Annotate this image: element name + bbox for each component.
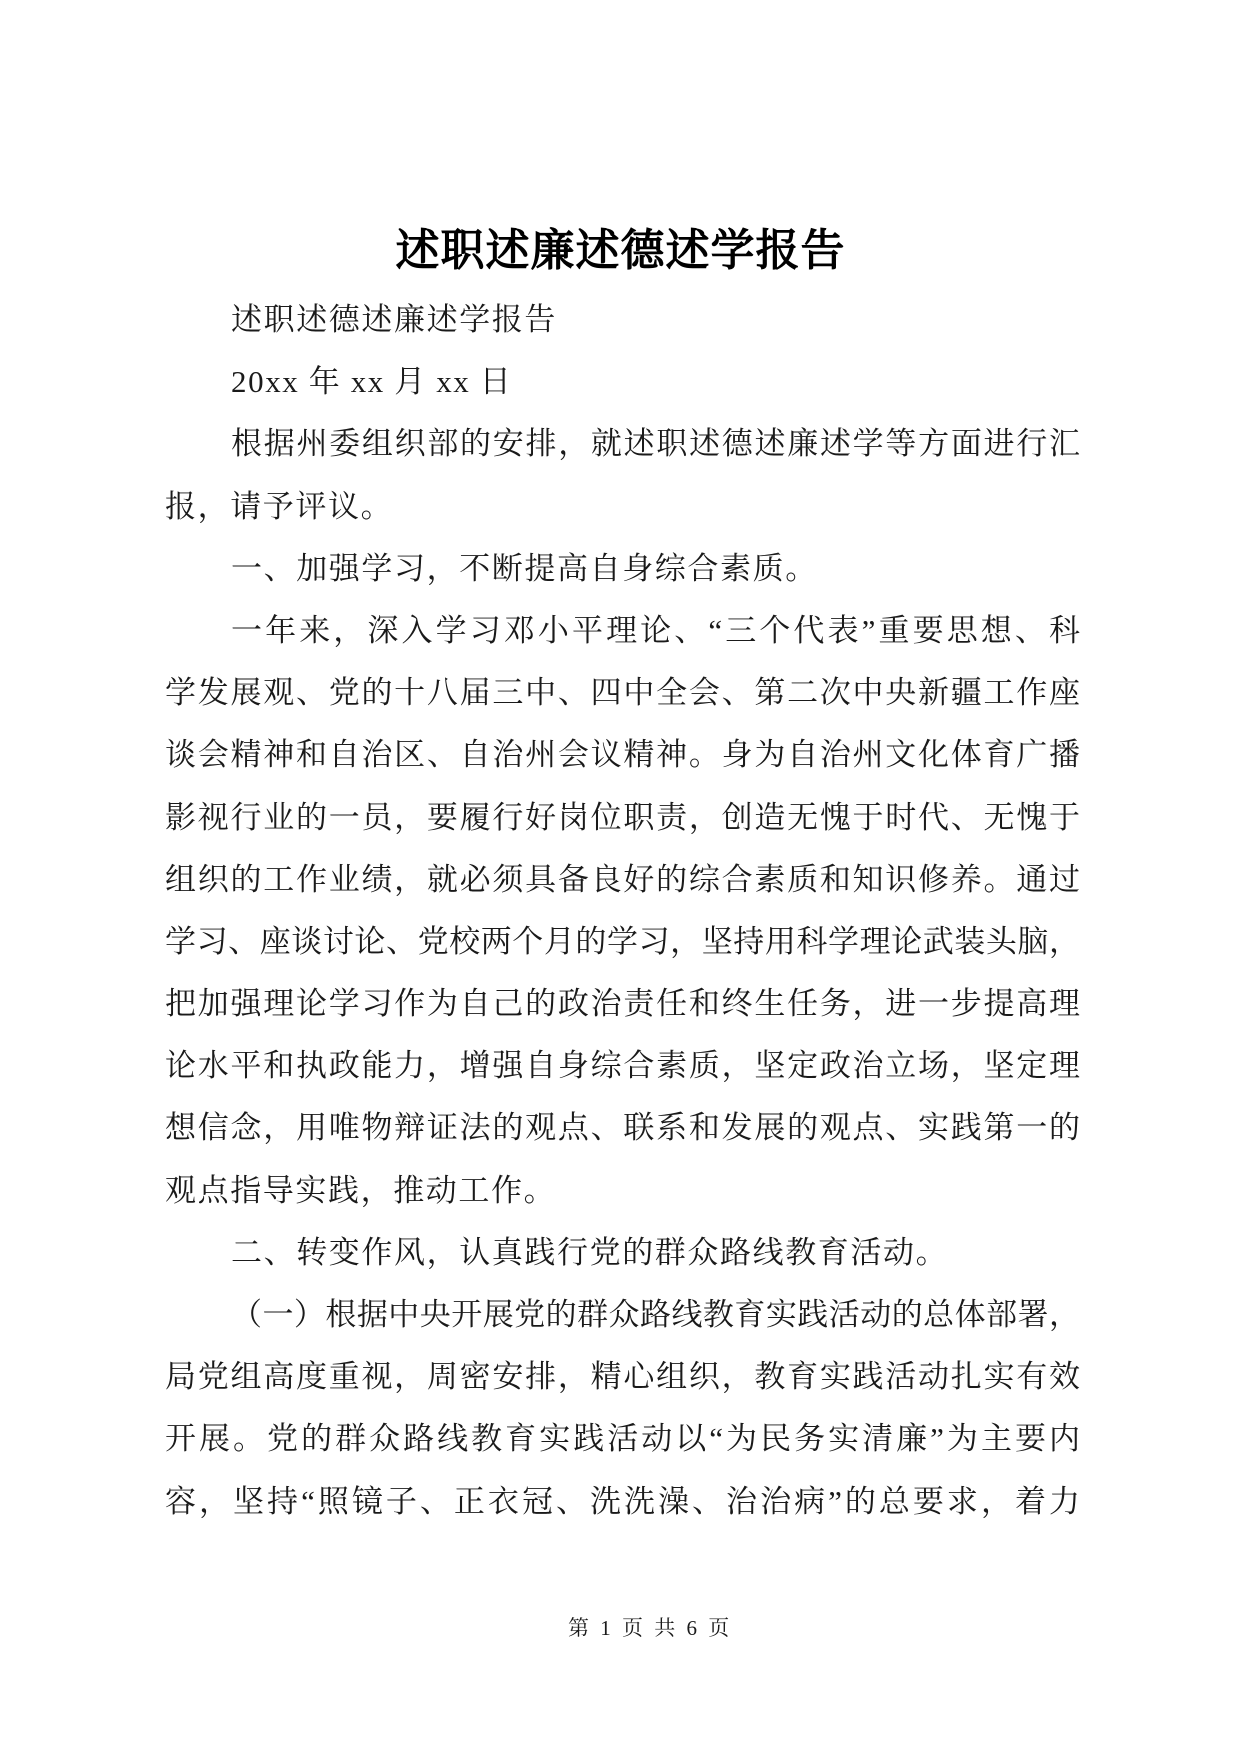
- paragraph-line: 开展。党的群众路线教育实践活动以“为民务实清廉”为主要内: [165, 1421, 1080, 1457]
- paragraph-line: 学发展观、党的十八届三中、四中全会、第二次中央新疆工作座: [165, 675, 1080, 711]
- date-paragraph: [165, 351, 1080, 413]
- paragraph-line: 报，请予评议。: [165, 488, 394, 524]
- intro-paragraph: [165, 413, 1080, 537]
- section-heading-1: [165, 538, 1080, 600]
- page-number-footer: 第 1 页 共 6 页: [568, 1616, 731, 1640]
- paragraph-line: 局党组高度重视，周密安排，精心组织，教育实践活动扎实有效: [165, 1359, 1080, 1395]
- document-title: 述职述廉述德述学报告: [395, 226, 846, 275]
- paragraph-line: 一年来，深入学习邓小平理论、“三个代表”重要思想、科: [231, 612, 1080, 648]
- section-heading-2: [165, 1222, 1080, 1284]
- paragraph-line: 组织的工作业绩，就必须具备良好的综合素质和知识修养。通过: [165, 861, 1080, 897]
- paragraph-line: 把加强理论学习作为自己的政治责任和终生任务，进一步提高理: [165, 986, 1080, 1022]
- paragraph-line: 影视行业的一员，要履行好岗位职责，创造无愧于时代、无愧于: [165, 799, 1080, 835]
- paragraph-line: 20xx 年 xx 月 xx 日: [231, 364, 513, 400]
- paragraph-line: 论水平和执政能力，增强自身综合素质，坚定政治立场，坚定理: [165, 1048, 1080, 1084]
- paragraph-line: 谈会精神和自治区、自治州会议精神。身为自治州文化体育广播: [165, 737, 1080, 773]
- subsection-paragraph: [165, 1284, 1080, 1533]
- paragraph-line: 观点指导实践，推动工作。: [165, 1172, 557, 1208]
- paragraph-line: 一、加强学习，不断提高自身综合素质。: [231, 550, 818, 586]
- paragraph-line: 想信念，用唯物辩证法的观点、联系和发展的观点、实践第一的: [165, 1110, 1080, 1146]
- paragraph-line: 述职述德述廉述学报告: [231, 302, 557, 337]
- document-body: [165, 289, 1080, 1533]
- paragraph-line: 学习、座谈讨论、党校两个月的学习，坚持用科学理论武装头脑，: [165, 923, 1080, 959]
- paragraph-line: 二、转变作风，认真践行党的群众路线教育活动。: [231, 1234, 949, 1270]
- paragraph-line: 根据州委组织部的安排，就述职述德述廉述学等方面进行汇: [231, 426, 1080, 462]
- paragraph-line: 容，坚持“照镜子、正衣冠、洗洗澡、治治病”的总要求，着力: [165, 1483, 1080, 1519]
- paragraph-line: （一）根据中央开展党的群众路线教育实践活动的总体部署，: [231, 1297, 1080, 1332]
- body-paragraph: [165, 600, 1080, 1222]
- subtitle-paragraph: [165, 289, 1080, 351]
